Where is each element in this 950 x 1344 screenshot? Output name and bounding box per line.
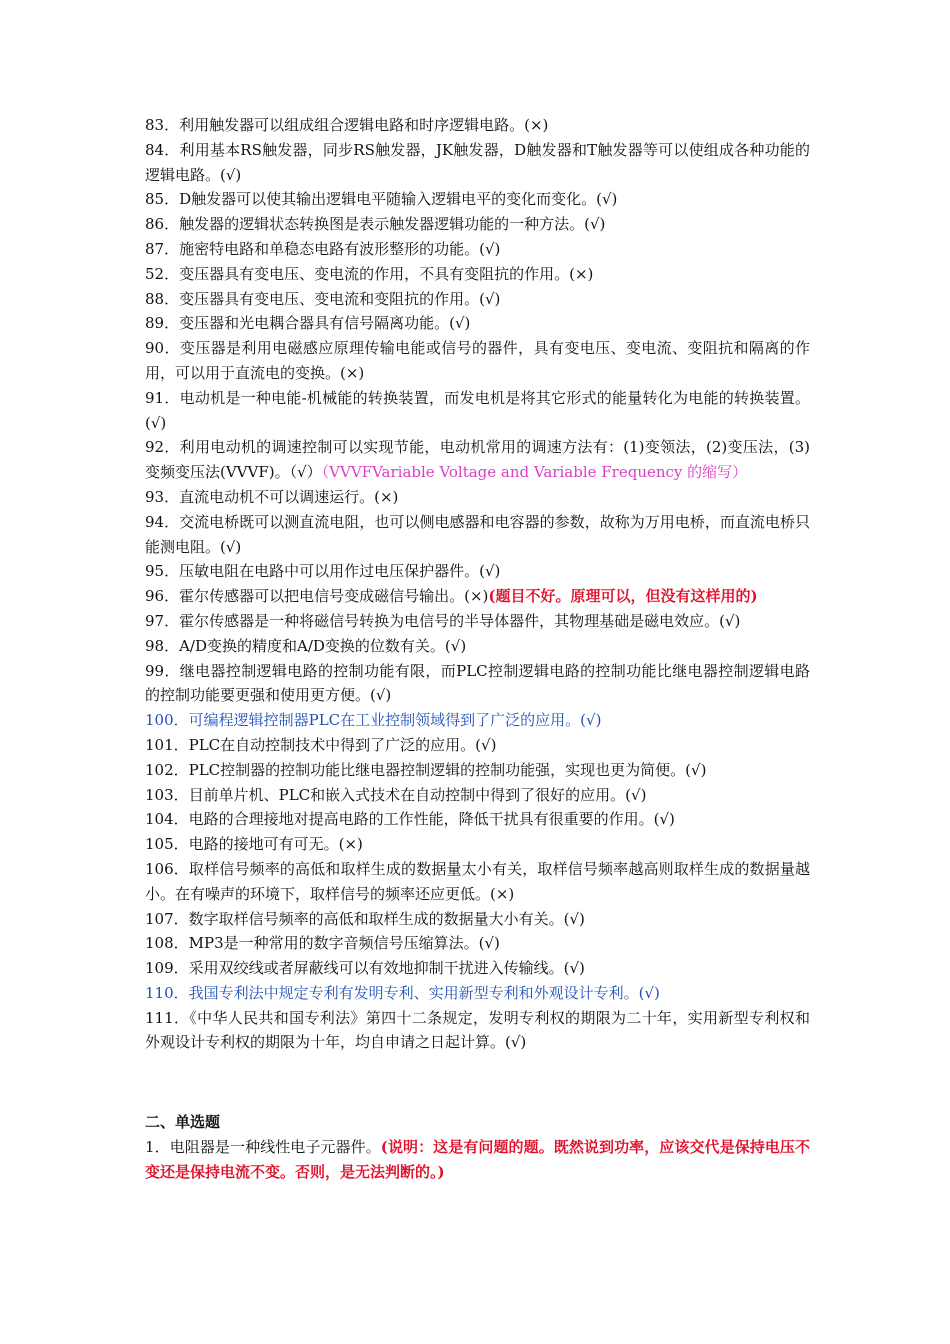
list-item: 96．霍尔传感器可以把电信号变成磁信号输出。(×)(题目不好。原理可以，但没有这样用的): [145, 587, 758, 606]
abbreviation-note: （VVVFVariable Voltage and Variable Frequency 的缩写）: [321, 463, 748, 482]
list-item: 83．利用触发器可以组成组合逻辑电路和时序逻辑电路。(×): [145, 116, 549, 134]
list-item-highlighted: 110．我国专利法中规定专利有发明专利、实用新型专利和外观设计专利。(√): [145, 983, 660, 1002]
list-item: 90．变压器是利用电磁感应原理传输电能或信号的器件，具有变电压、变电流、变阻抗和隔离的作用，可以用于直流电的变换。(×): [145, 339, 810, 382]
section-heading: 二、单选题: [145, 1113, 221, 1132]
list-item: 103．目前单片机、PLC和嵌入式技术在自动控制中得到了很好的应用。(√): [145, 785, 647, 804]
list-item: 95．压敏电阻在电路中可以用作过电压保护器件。(√): [145, 562, 501, 581]
list-item: 101．PLC在自动控制技术中得到了广泛的应用。(√): [145, 735, 497, 754]
list-item: 89．变压器和光电耦合器具有信号隔离功能。(√): [145, 314, 471, 333]
question-item: 1．电阻器是一种线性电子元器件。(说明：这是有问题的题。既然说到功率，应该交代是保持电压不变还是保持电流不变。否则，是无法判断的。): [145, 1138, 810, 1181]
list-item: 86．触发器的逻辑状态转换图是表示触发器逻辑功能的一种方法。(√): [145, 215, 606, 234]
list-item: 94．交流电桥既可以测直流电阻，也可以侧电感器和电容器的参数，故称为万用电桥，而直流电桥只能测电阻。(√): [145, 512, 810, 556]
list-item: 102．PLC控制器的控制功能比继电器控制逻辑的控制功能强，实现也更为简便。(√): [145, 760, 707, 779]
list-item: 91．电动机是一种电能-机械能的转换装置，而发电机是将其它形式的能量转化为电能的转换装置。(√): [145, 388, 810, 432]
list-item: 111．《中华人民共和国专利法》第四十二条规定，发明专利权的期限为二十年，实用新型专利权和外观设计专利权的期限为十年，均自申请之日起计算。(√): [145, 1008, 810, 1052]
editor-remark: (题目不好。原理可以，但没有这样用的): [488, 587, 758, 606]
list-item: 85．D触发器可以使其输出逻辑电平随输入逻辑电平的变化而变化。(√): [145, 190, 618, 209]
list-item: 109．采用双绞线或者屏蔽线可以有效地抑制干扰进入传输线。(√): [145, 959, 585, 978]
list-item: 104．电路的合理接地对提高电路的工作性能，降低干扰具有很重要的作用。(√): [145, 810, 675, 829]
list-item: 108．MP3是一种常用的数字音频信号压缩算法。(√): [145, 934, 500, 953]
list-item: 106．取样信号频率的高低和取样生成的数据量太小有关，取样信号频率越高则取样生成的数据量越小。在有噪声的环境下，取样信号的频率还应更低。(×): [145, 859, 810, 903]
list-item: 52．变压器具有变电压、变电流的作用，不具有变阻抗的作用。(×): [145, 264, 594, 283]
list-item: 98．A/D变换的精度和A/D变换的位数有关。(√): [145, 636, 467, 655]
list-item: 88．变压器具有变电压、变电流和变阻抗的作用。(√): [145, 289, 501, 308]
list-item: 107．数字取样信号频率的高低和取样生成的数据量大小有关。(√): [145, 909, 585, 928]
list-item: 87．施密特电路和单稳态电路有波形整形的功能。(√): [145, 239, 501, 258]
editor-remark: (说明：这是有问题的题。既然说到功率，应该交代是保持电压不变还是保持电流不变。否则，是无法判断的。): [145, 1138, 810, 1181]
list-item: 105．电路的接地可有可无。(×): [145, 835, 363, 854]
list-item-highlighted: 100．可编程逻辑控制器PLC在工业控制领域得到了广泛的应用。(√): [145, 711, 602, 730]
list-item: 99．继电器控制逻辑电路的控制功能有限，而PLC控制逻辑电路的控制功能比继电器控制逻辑电路的控制功能要更强和使用更方便。(√): [145, 661, 810, 705]
list-item: 93．直流电动机不可以调速运行。(×): [145, 487, 399, 506]
section-spacer: [145, 1055, 810, 1110]
document-page: [145, 113, 810, 1185]
list-item: 84．利用基本RS触发器，同步RS触发器，JK触发器，D触发器和T触发器等可以使组成各种功能的逻辑电路。(√): [145, 140, 810, 184]
list-item: 97．霍尔传感器是一种将磁信号转换为电信号的半导体器件，其物理基础是磁电效应。(√): [145, 611, 741, 630]
list-item: 92．利用电动机的调速控制可以实现节能，电动机常用的调速方法有：(1)变领法，(2)变压法，(3)变频变压法(VVVF)。（√）（VVVFVariable Voltage and Variable Frequency 的缩写）: [145, 438, 810, 482]
